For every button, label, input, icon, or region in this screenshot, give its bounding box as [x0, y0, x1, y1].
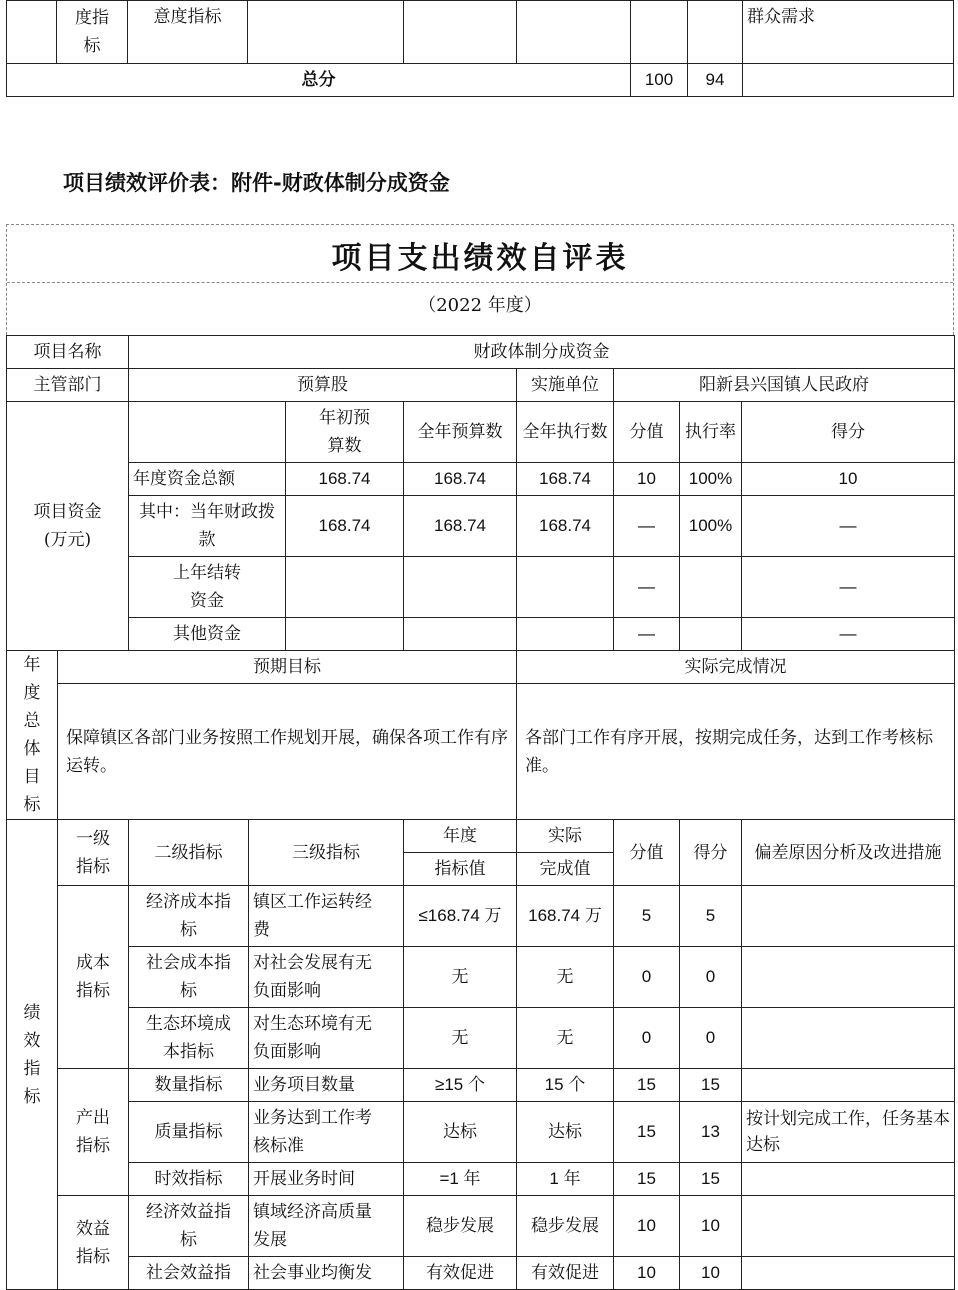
header-level3: 三级指标 — [249, 820, 404, 886]
indicator-cell: 度指 标 — [57, 1, 128, 64]
funds-row-annual: 168.74 — [404, 496, 517, 557]
indicator-target: ≥15 个 — [404, 1069, 517, 1102]
empty-cell — [517, 1, 631, 64]
header-weight: 分值 — [614, 820, 680, 886]
header-level1: 一级 指标 — [58, 820, 129, 886]
indicator-score: 15 — [680, 1163, 742, 1196]
funds-row-executed — [517, 618, 614, 651]
indicator-level3: 业务达到工作考 核标准 — [249, 1102, 404, 1163]
funds-row-executed: 168.74 — [517, 496, 614, 557]
goals-label: 年 度 总 体 目 标 — [7, 651, 58, 820]
indicator-score: 10 — [680, 1196, 742, 1257]
header-target-bottom: 指标值 — [404, 853, 517, 886]
empty-cell — [743, 64, 954, 97]
indicator-weight: 0 — [614, 1008, 680, 1069]
group-name: 效益 指标 — [58, 1196, 129, 1290]
funds-row-annual — [404, 618, 517, 651]
funds-label: 项目资金 (万元) — [7, 402, 129, 651]
dept-label: 主管部门 — [7, 369, 129, 402]
funds-row-rate: 100% — [680, 496, 742, 557]
indicator-actual: 1 年 — [517, 1163, 614, 1196]
indicator-level3: 镇域经济高质量 发展 — [249, 1196, 404, 1257]
dept-value: 预算股 — [129, 369, 517, 402]
funds-header-weight: 分值 — [614, 402, 680, 463]
funds-row-name: 其他资金 — [129, 618, 286, 651]
header-score: 得分 — [680, 820, 742, 886]
empty-cell — [129, 402, 286, 463]
indicator-note — [742, 1196, 955, 1257]
indicator-note — [742, 1008, 955, 1069]
impl-label: 实施单位 — [517, 369, 614, 402]
total-full: 100 — [631, 64, 688, 97]
funds-row-name: 其中：当年财政拨 款 — [129, 496, 286, 557]
indicator-level2: 社会效益指 — [129, 1257, 249, 1290]
header-actual-top: 实际 — [517, 820, 614, 853]
funds-row-initial — [286, 557, 404, 618]
funds-row-weight: — — [614, 618, 680, 651]
indicator-weight: 15 — [614, 1069, 680, 1102]
total-score: 94 — [688, 64, 743, 97]
indicator-target: 稳步发展 — [404, 1196, 517, 1257]
note-cell: 群众需求 — [743, 1, 954, 64]
group-name: 成本 指标 — [58, 886, 129, 1069]
funds-row-rate: 100% — [680, 463, 742, 496]
indicator-actual: 有效促进 — [517, 1257, 614, 1290]
indicator-actual: 无 — [517, 1008, 614, 1069]
project-name-label: 项目名称 — [7, 336, 129, 369]
indicator-level3: 业务项目数量 — [249, 1069, 404, 1102]
funds-row-name: 年度资金总额 — [129, 463, 286, 496]
header-level2: 二级指标 — [129, 820, 249, 886]
section-heading: 项目绩效评价表：附件-财政体制分成资金 — [63, 171, 450, 195]
indicator-note: 按计划完成工作，任务基本达标 — [742, 1102, 955, 1163]
indicator-level3: 镇区工作运转经 费 — [249, 886, 404, 947]
header-actual-bottom: 完成值 — [517, 853, 614, 886]
title-divider — [7, 282, 953, 283]
total-label: 总分 — [7, 64, 631, 97]
indicator-level3: 对社会发展有无 负面影响 — [249, 947, 404, 1008]
indicator-actual: 稳步发展 — [517, 1196, 614, 1257]
indicator-score: 15 — [680, 1069, 742, 1102]
impl-value: 阳新县兴国镇人民政府 — [614, 369, 955, 402]
indicator-score: 10 — [680, 1257, 742, 1290]
form-title: 项目支出绩效自评表 — [331, 241, 629, 276]
indicator-note — [742, 1257, 955, 1290]
funds-row-annual: 168.74 — [404, 463, 517, 496]
indicator-weight: 5 — [614, 886, 680, 947]
indicator-level3: 社会事业均衡发 — [249, 1257, 404, 1290]
indicator-score: 5 — [680, 886, 742, 947]
funds-header-annual: 全年预算数 — [404, 402, 517, 463]
indicator-level2: 时效指标 — [129, 1163, 249, 1196]
indicator-note — [742, 947, 955, 1008]
form-title-box — [6, 224, 954, 335]
indicator-weight: 15 — [614, 1163, 680, 1196]
expected-goal-text: 保障镇区各部门业务按照工作规划开展，确保各项工作有序运转。 — [58, 684, 517, 820]
funds-row-executed — [517, 557, 614, 618]
project-name-value: 财政体制分成资金 — [129, 336, 955, 369]
indicator-target: 有效促进 — [404, 1257, 517, 1290]
indicator-level3: 开展业务时间 — [249, 1163, 404, 1196]
empty-cell — [688, 1, 743, 64]
funds-row-annual — [404, 557, 517, 618]
funds-row-initial: 168.74 — [286, 496, 404, 557]
indicator-note — [742, 1069, 955, 1102]
funds-row-name: 上年结转 资金 — [129, 557, 286, 618]
funds-row-rate — [680, 557, 742, 618]
funds-row-weight: — — [614, 557, 680, 618]
indicator-target: =1 年 — [404, 1163, 517, 1196]
indicator-note — [742, 1163, 955, 1196]
indicator-actual: 168.74 万 — [517, 886, 614, 947]
indicator-level2: 社会成本指 标 — [129, 947, 249, 1008]
funds-header-executed: 全年执行数 — [517, 402, 614, 463]
indicator-level2: 数量指标 — [129, 1069, 249, 1102]
indicator-level2: 经济效益指 标 — [129, 1196, 249, 1257]
indicator-weight: 10 — [614, 1257, 680, 1290]
funds-row-weight: 10 — [614, 463, 680, 496]
empty-cell — [404, 1, 517, 64]
funds-row-weight: — — [614, 496, 680, 557]
actual-goal-label: 实际完成情况 — [517, 651, 955, 684]
funds-row-initial: 168.74 — [286, 463, 404, 496]
indicator-weight: 0 — [614, 947, 680, 1008]
indicator-score: 0 — [680, 1008, 742, 1069]
previous-table-tail — [6, 0, 954, 97]
funds-header-rate: 执行率 — [680, 402, 742, 463]
indicator-weight: 10 — [614, 1196, 680, 1257]
funds-row-initial — [286, 618, 404, 651]
empty-cell — [7, 1, 57, 64]
funds-header-score: 得分 — [742, 402, 955, 463]
indicator-level3: 对生态环境有无 负面影响 — [249, 1008, 404, 1069]
indicator-note — [742, 886, 955, 947]
indicator-cell: 意度指标 — [128, 1, 248, 64]
indicator-score: 13 — [680, 1102, 742, 1163]
indicators-label: 绩 效 指 标 — [7, 820, 58, 1290]
form-year: （2022 年度） — [418, 295, 542, 316]
funds-row-rate — [680, 618, 742, 651]
header-deviation: 偏差原因分析及改进措施 — [742, 820, 955, 886]
actual-goal-text: 各部门工作有序开展，按期完成任务，达到工作考核标准。 — [517, 684, 955, 820]
indicator-actual: 15 个 — [517, 1069, 614, 1102]
funds-row-score: — — [742, 618, 955, 651]
indicator-level2: 质量指标 — [129, 1102, 249, 1163]
self-evaluation-table — [6, 335, 955, 1290]
empty-cell — [631, 1, 688, 64]
indicator-level2: 生态环境成 本指标 — [129, 1008, 249, 1069]
funds-row-score: — — [742, 557, 955, 618]
indicator-weight: 15 — [614, 1102, 680, 1163]
funds-row-score: 10 — [742, 463, 955, 496]
funds-row-score: — — [742, 496, 955, 557]
empty-cell — [248, 1, 404, 64]
indicator-target: 无 — [404, 1008, 517, 1069]
indicator-target: 达标 — [404, 1102, 517, 1163]
indicator-target: ≤168.74 万 — [404, 886, 517, 947]
indicator-target: 无 — [404, 947, 517, 1008]
funds-header-initial: 年初预 算数 — [286, 402, 404, 463]
group-name: 产出 指标 — [58, 1069, 129, 1196]
expected-goal-label: 预期目标 — [58, 651, 517, 684]
indicator-actual: 无 — [517, 947, 614, 1008]
funds-row-executed: 168.74 — [517, 463, 614, 496]
indicator-score: 0 — [680, 947, 742, 1008]
indicator-actual: 达标 — [517, 1102, 614, 1163]
header-target-top: 年度 — [404, 820, 517, 853]
indicator-level2: 经济成本指 标 — [129, 886, 249, 947]
